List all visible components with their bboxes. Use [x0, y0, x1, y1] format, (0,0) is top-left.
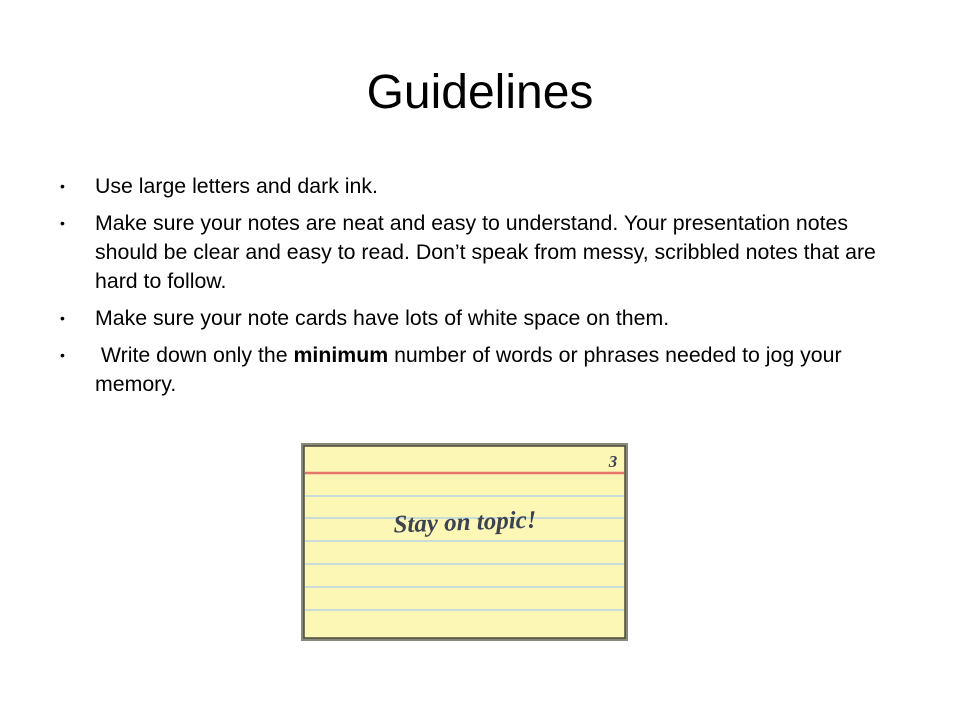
bullet-item: [60, 172, 910, 201]
bullet-text-after: number of words or phrases needed to jog your memory.: [95, 343, 848, 396]
note-card-image: [301, 443, 628, 641]
bullet-text: Make sure your notes are neat and easy to understand. Your presentation notes should be clear and easy to read. Don’t speak from messy, scribbled notes that are hard to follow.: [95, 211, 876, 293]
bullet-text: Make sure your note cards have lots of white space on them.: [95, 306, 670, 330]
bullet-text-before: Write down only the: [95, 343, 294, 367]
note-card-handwritten-text: Stay on topic!: [393, 506, 537, 539]
bullet-item: [60, 341, 910, 399]
slide-title: Guidelines: [366, 66, 594, 119]
bullet-icon: •: [60, 178, 65, 194]
bullet-icon: •: [60, 215, 65, 231]
bullet-text: Use large letters and dark ink.: [95, 174, 378, 198]
bullet-icon: •: [60, 310, 65, 326]
note-card-background: [304, 446, 625, 638]
bullet-item: [60, 304, 910, 333]
bullet-text-bold: minimum: [293, 343, 389, 367]
note-card-page-number: 3: [608, 452, 618, 471]
bullet-icon: •: [60, 347, 65, 363]
bullet-list: [60, 172, 910, 407]
bullet-item: [60, 209, 910, 296]
